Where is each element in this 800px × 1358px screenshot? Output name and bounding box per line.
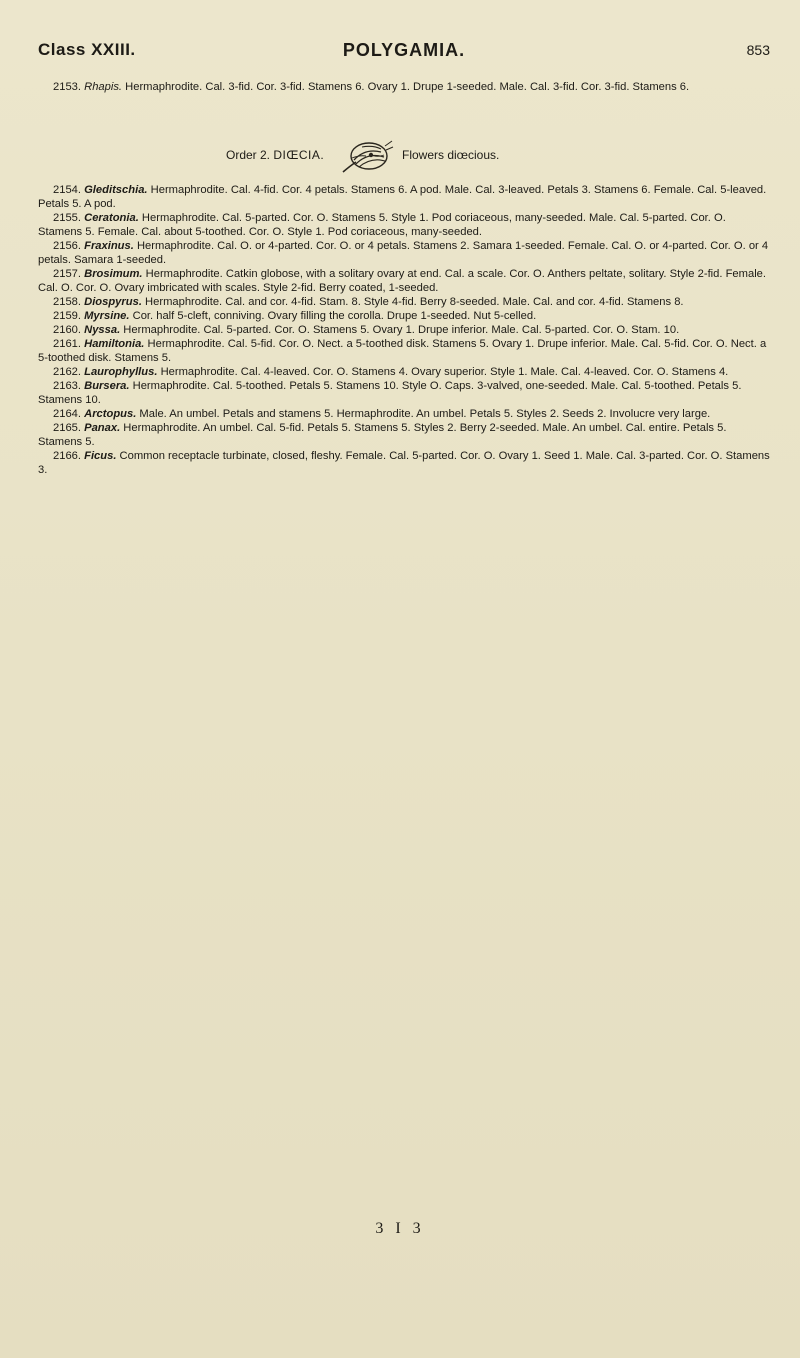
page-header bbox=[38, 40, 770, 66]
entry-number: 2160. bbox=[53, 324, 81, 336]
list-item bbox=[38, 211, 770, 239]
entry-genus: Brosimum. bbox=[84, 268, 143, 280]
entry-genus: Arctopus. bbox=[84, 408, 137, 420]
order-heading bbox=[0, 138, 800, 178]
entry-genus: Rhapis. bbox=[84, 81, 123, 93]
entry-number: 2161. bbox=[53, 338, 81, 350]
entry-number: 2163. bbox=[53, 380, 81, 392]
entry-text: Hermaphrodite. Cal. O. or 4-parted. Cor. O. or 4 petals. Stamens 2. Samara 1-seeded. Female. Cal. O. or 4-parted. Cor. O. or 4 petals. Samara 1-seeded. bbox=[38, 240, 769, 266]
list-item bbox=[38, 239, 770, 267]
entry-number: 2153. bbox=[53, 81, 81, 93]
entry-text: Cor. half 5-cleft, conniving. Ovary filling the corolla. Drupe 1-seeded. Nut 5-celled. bbox=[129, 310, 537, 322]
entry-genus: Bursera. bbox=[84, 380, 130, 392]
list-item bbox=[38, 365, 770, 379]
entry-genus: Hamiltonia. bbox=[84, 338, 145, 350]
entry-number: 2162. bbox=[53, 366, 81, 378]
entry-text: Hermaphrodite. Cal. and cor. 4-fid. Stam. 8. Style 4-fid. Berry 8-seeded. Male. Cal. and cor. 4-fid. Stamens 8. bbox=[141, 296, 684, 308]
order-name: DIŒCIA. bbox=[273, 148, 325, 162]
entry-number: 2156. bbox=[53, 240, 81, 252]
entry-genus: Ceratonia. bbox=[84, 212, 139, 224]
entry-number: 2164. bbox=[53, 408, 81, 420]
entry-number: 2165. bbox=[53, 422, 81, 434]
entry-number: 2157. bbox=[53, 268, 81, 280]
entries-list bbox=[38, 183, 770, 477]
entry-genus: Diospyrus. bbox=[84, 296, 142, 308]
flower-illustration-icon bbox=[340, 138, 395, 174]
entry-number: 2166. bbox=[53, 450, 81, 462]
entry-text: Hermaphrodite. Cal. 5-parted. Cor. O. Stamens 5. Ovary 1. Drupe inferior. Male. Cal. 5-parted. Cor. O. Stam. 10. bbox=[120, 324, 680, 336]
class-label: Class XXIII. bbox=[38, 40, 136, 59]
list-item bbox=[38, 407, 770, 421]
list-item bbox=[38, 295, 770, 309]
entry-genus: Laurophyllus. bbox=[84, 366, 158, 378]
list-item bbox=[38, 183, 770, 211]
entry-text: Hermaphrodite. An umbel. Cal. 5-fid. Petals 5. Stamens 5. Styles 2. Berry 2-seeded. Male. An umbel. Cal. entire. Petals 5. Stamens 5. bbox=[38, 422, 727, 448]
list-item bbox=[38, 421, 770, 449]
entry-number: 2154. bbox=[53, 184, 81, 196]
entry-genus: Panax. bbox=[84, 422, 121, 434]
entry-text: Hermaphrodite. Cal. 3-fid. Cor. 3-fid. Stamens 6. Ovary 1. Drupe 1-seeded. Male. Cal. 3-fid. Cor. 3-fid. Stamens 6. bbox=[122, 81, 690, 93]
entry-genus: Ficus. bbox=[84, 450, 117, 462]
entry-genus: Gleditschia. bbox=[84, 184, 148, 196]
page-title: POLYGAMIA. bbox=[342, 40, 466, 60]
entry-text: Common receptacle turbinate, closed, fleshy. Female. Cal. 5-parted. Cor. O. Ovary 1. Seed 1. Male. Cal. 3-parted. Cor. O. Stamens 3. bbox=[38, 450, 770, 476]
list-item bbox=[38, 379, 770, 407]
entry-text: Hermaphrodite. Catkin globose, with a solitary ovary at end. Cal. a scale. Cor. O. Anthers peltate, solitary. Style 2-fid. Female. Cal. O. Cor. O. Ovary imbricated with scales. Style 2-fid. Berry coated, 1-seeded. bbox=[38, 268, 767, 294]
entry-text: Hermaphrodite. Cal. 5-toothed. Petals 5. Stamens 10. Style O. Caps. 3-valved, one-seeded. Male. Cal. 5-toothed. Petals 5. Stamens 10. bbox=[38, 380, 742, 406]
entry-genus: Myrsine. bbox=[84, 310, 130, 322]
order-label: Order 2. bbox=[226, 148, 271, 162]
signature-mark: 3 I 3 bbox=[375, 1220, 425, 1237]
list-item bbox=[38, 323, 770, 337]
page-number: 853 bbox=[746, 42, 770, 58]
entry-genus: Nyssa. bbox=[84, 324, 121, 336]
list-item bbox=[38, 337, 770, 365]
order-flowers-note: Flowers diœcious. bbox=[402, 148, 500, 162]
list-item bbox=[38, 449, 770, 477]
entry-text: Male. An umbel. Petals and stamens 5. Hermaphrodite. An umbel. Petals 5. Styles 2. Seeds 2. Involucre very large. bbox=[136, 408, 711, 420]
entry-text: Hermaphrodite. Cal. 5-parted. Cor. O. Stamens 5. Style 1. Pod coriaceous, many-seeded. Male. Cal. 5-parted. Cor. O. Stamens 5. Female. Cal. about 5-toothed. Cor. O. Style 1. Pod coriaceous, many-seeded. bbox=[38, 212, 726, 238]
entry-text: Hermaphrodite. Cal. 4-fid. Cor. 4 petals. Stamens 6. A pod. Male. Cal. 3-leaved. Petals 3. Stamens 6. Female. Cal. 5-leaved. Petals 5. A pod. bbox=[38, 184, 767, 210]
list-item bbox=[38, 267, 770, 295]
entry-text: Hermaphrodite. Cal. 4-leaved. Cor. O. Stamens 4. Ovary superior. Style 1. Male. Cal. 4-leaved. Cor. O. Stamens 4. bbox=[157, 366, 729, 378]
list-item bbox=[38, 309, 770, 323]
entry-number: 2155. bbox=[53, 212, 81, 224]
entry-number: 2158. bbox=[53, 296, 81, 308]
entry-genus: Fraxinus. bbox=[84, 240, 134, 252]
entry-text: Hermaphrodite. Cal. 5-fid. Cor. O. Nect. a 5-toothed disk. Stamens 5. Ovary 1. Drupe inferior. Male. Cal. 5-fid. Cor. O. Nect. a 5-toothed disk. Stamens 5. bbox=[38, 338, 767, 364]
intro-entry bbox=[38, 80, 770, 94]
entry-number: 2159. bbox=[53, 310, 81, 322]
